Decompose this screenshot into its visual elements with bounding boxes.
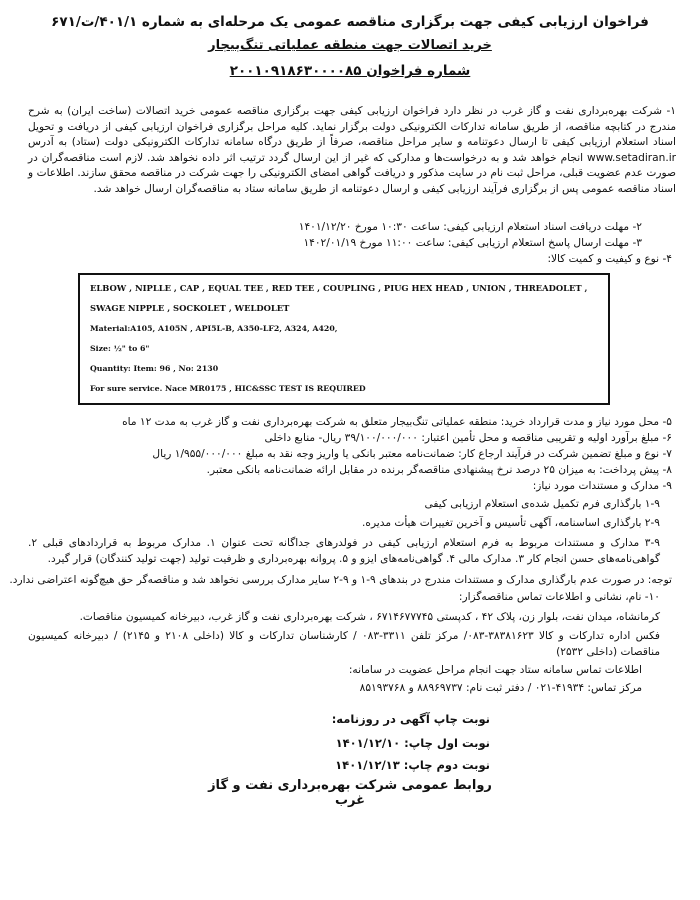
item-5-location: ۵- محل مورد نیاز و مدت قرارداد خرید: منطقه عملیاتی تنگ‌بیجار متعلق به شرکت بهره‌برداری نفت و گاز غرب به مدت ۱۲ ماه [122, 416, 672, 428]
intro-paragraph: ۱- شرکت بهره‌برداری نفت و گاز غرب در نظر دارد فراخوان ارزیابی کیفی جهت برگزاری مناقصه عمومی خرید اتصالات (ساخت ایران) به شرح مندرج در کتابچه مناقصه، از طریق سامانه تدارکات الکترونیکی دولت برگزار نماید. کلیه مراحل برگزاری فراخوان ارزیابی کیفی از دریافت و تحویل اسناد استعلام ارزیابی کیفی تا ارسال دعوتنامه و سایر مراحل مناقصه، صرفاً از طریق درگاه سامانه تدارکات الکترونیکی دولت (ستاد) به آدرس www.setadiran.ir انجام خواهد شد و به درخواست‌ها و مدارکی که غیر از این ارسال گردد ترتیب اثر داده نخواهد شد. لازم است مناقصه‌گران در صورت عدم عضویت قبلی، مراحل ثبت نام در سایت مذکور و دریافت گواهی امضای الکترونیکی را جهت شرکت در مناقصه محقق سازند. اطلاعات و اسناد مناقصه عمومی پس از برگزاری فرآیند ارزیابی کیفی و ارسال دعوتنامه از طریق سامانه ستاد به مناقصه‌گران ارسال خواهد شد. [28, 105, 676, 195]
setad-contact-numbers: مرکز تماس: ۴۱۹۳۴-۰۲۱ / دفتر ثبت نام: ۸۸۹۶۹۷۳۷ و ۸۵۱۹۳۷۶۸ [359, 682, 642, 694]
announcement-number [200, 63, 500, 79]
contractor-address: کرمانشاه، میدان نفت، بلوار زن، پلاک ۴۲ ، کدپستی ۶۷۱۴۶۷۷۷۴۵ ، شرکت بهره‌برداری نفت و گاز غرب، دبیرخانه کمیسیون مناقصات. [79, 611, 660, 623]
item-4-goods-heading: ۴- نوع و کیفیت و کمیت کالا: [547, 253, 672, 265]
public-relations-signature: روابط عمومی شرکت بهره‌برداری نفت و گاز غرب [208, 778, 492, 808]
item-9-documents: ۹- مدارک و مستندات مورد نیاز: [532, 480, 672, 492]
subtitle-text: خرید اتصالات جهت منطقه عملیاتی تنگ‌بیجار [208, 38, 492, 53]
print-first-date: نوبت اول چاپ: ۱۴۰۱/۱۲/۱۰ [335, 736, 490, 750]
item-7-guarantee: ۷- نوع و مبلغ تضمین شرکت در فرآیند ارجاع کار: ضمانت‌نامه معتبر بانکی یا واریز وجه نقد به مبلغ ۱/۹۵۵/۰۰۰/۰۰۰ ریال [152, 448, 672, 460]
item-3-response-deadline: ۳- مهلت ارسال پاسخ استعلام ارزیابی کیفی: ساعت ۱۱:۰۰ مورخ ۱۴۰۲/۰۱/۱۹ [303, 237, 642, 249]
item-9-2: ۲-۹ بارگذاری اساسنامه، آگهی تأسیس و آخرین تغییرات هیأت مدیره. [362, 517, 660, 529]
item-9-3: ۳-۹ مدارک و مستندات مربوط به فرم استعلام ارزیابی کیفی در فولدرهای جداگانه تحت عنوان ۱. مدارک مربوط به قراردادهای قبلی ۲. گواهی‌نامه‌های حسن انجام کار ۳. مدارک مالی ۴. گواهی‌نامه‌های ایزو و ۵. پروانه بهره‌برداری و ظرفیت تولید (جهت تولید کنندگان) قرار گیرد. [28, 537, 660, 565]
spec-quantity: Quantity: Item: 96 , No: 2130 [90, 364, 219, 373]
spec-size: Size: ½" to 6" [90, 344, 150, 353]
item-10-contact-heading: ۱۰- نام، نشانی و اطلاعات تماس مناقصه‌گزار: [458, 591, 660, 603]
item-2-receive-deadline: ۲- مهلت دریافت اسناد استعلام ارزیابی کیفی: ساعت ۱۰:۳۰ مورخ ۱۴۰۱/۱۲/۲۰ [298, 221, 642, 233]
announcement-subtitle [60, 38, 640, 53]
spec-items-line: ELBOW , NIPLLE , CAP , EQUAL TEE , RED TEE , COUPLING , PIUG HEX HEAD , UNION , THREADOLET , [90, 283, 588, 293]
spec-service-note: For sure service. Nace MR0175 , HIC&SSC TEST IS REQUIRED [90, 384, 366, 393]
print-second-date: نوبت دوم چاپ: ۱۴۰۱/۱۲/۱۳ [335, 758, 490, 772]
announcement-title: فراخوان ارزیابی کیفی جهت برگزاری مناقصه عمومی یک مرحله‌ای به شماره ۴۰۱/۱/ت/۶۷۱ [51, 14, 649, 30]
goods-spec-box [78, 273, 610, 405]
item-6-estimate: ۶- مبلغ برآورد اولیه و تقریبی مناقصه و محل تأمین اعتبار: ۳۹/۱۰۰/۰۰۰/۰۰۰ ریال- منابع داخلی [264, 432, 672, 444]
setad-contact-heading: اطلاعات تماس سامانه ستاد جهت انجام مراحل عضویت در سامانه: [348, 664, 642, 676]
announcement-number-text: شماره فراخوان ۲۰۰۱۰۹۱۸۶۳۰۰۰۰۸۵ [229, 63, 471, 79]
spec-material: Material:A105, A105N , API5L-B, A350-LF2, A324, A420, [90, 324, 338, 333]
documents-note: توجه: در صورت عدم بارگذاری مدارک و مستندات مندرج در بندهای ۹-۱ و ۹-۲ سایر مدارک بررسی نخواهد شد و مناقصه‌گر حق هیچ‌گونه اعتراضی ندارد. [9, 574, 672, 586]
fax-phone-info: فکس اداره تدارکات و کالا ۳۸۳۸۱۶۲۳-۰۸۳/ مرکز تلفن ۳۳۱۱-۰۸۳ / کارشناسان تدارکات و کالا (داخلی ۲۱۰۸ و ۲۱۴۵) / دبیرخانه کمیسیون مناقصات (داخلی ۲۵۳۲) [28, 630, 660, 658]
print-heading: نوبت چاپ آگهی در روزنامه: [331, 712, 490, 726]
item-9-1: ۱-۹ بارگذاری فرم تکمیل شده‌ی استعلام ارزیابی کیفی [424, 498, 660, 510]
spec-items-line-2: SWAGE NIPPLE , SOCKOLET , WELDOLET [90, 303, 290, 313]
item-8-prepayment: ۸- پیش پرداخت: به میزان ۲۵ درصد نرخ پیشنهادی مناقصه‌گر برنده در مقابل ارائه ضمانت‌نامه بانکی معتبر. [206, 464, 672, 476]
